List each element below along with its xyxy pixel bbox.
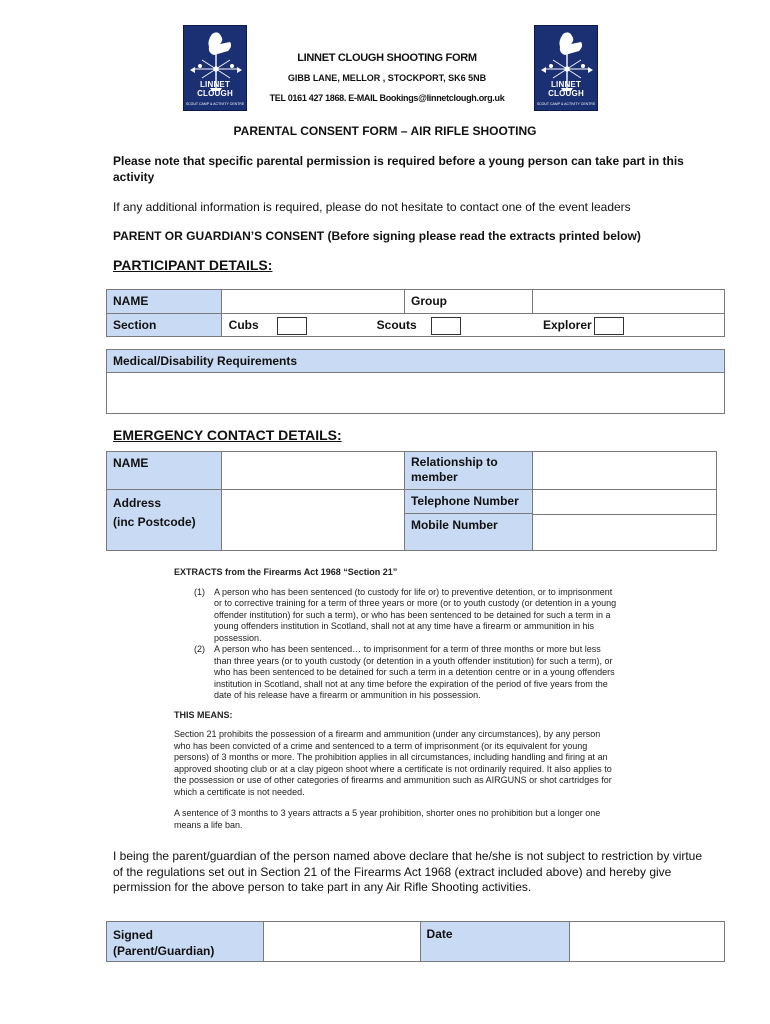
permission-notice: Please note that specific parental permission is required before a young person can take part in this activity	[113, 154, 684, 184]
firearms-act-extract	[174, 567, 619, 831]
medical-table	[106, 349, 725, 414]
declaration-text: I being the parent/guardian of the person named above declare that he/she is not subject to restriction by virtue of the regulations set out in Section 21 of the Firearms Act 1968 (extract included above) and hereby give permission for the above person to take part in any Air Rifle Shooting activities.	[113, 849, 703, 894]
logo-name: LINNET CLOUGH	[548, 80, 584, 98]
linnet-clough-logo-left	[183, 25, 247, 111]
form-name: LINNET CLOUGH SHOOTING FORM	[297, 52, 477, 64]
postcode-label: (inc Postcode)	[113, 515, 196, 529]
mobile-field[interactable]	[533, 515, 716, 550]
logo-tagline: SCOUT CAMP & ACTIVITY CENTRE	[536, 102, 596, 106]
this-means-heading: THIS MEANS:	[174, 709, 233, 720]
logo-name: LINNET CLOUGH	[197, 80, 233, 98]
parent-guardian-label: (Parent/Guardian)	[113, 944, 215, 958]
emergency-contact-heading: EMERGENCY CONTACT DETAILS:	[113, 427, 342, 443]
participant-details-heading: PARTICIPANT DETAILS:	[113, 257, 273, 273]
relationship-label: Relationship to member	[404, 452, 532, 490]
participant-table	[106, 289, 725, 337]
telephone-field[interactable]	[533, 490, 716, 515]
linnet-clough-logo-right	[534, 25, 598, 111]
emergency-name-field[interactable]	[221, 452, 404, 490]
address-field[interactable]	[221, 490, 404, 551]
emergency-name-label: NAME	[107, 452, 222, 490]
item-2-number: (2)	[194, 644, 205, 654]
page-title: PARENTAL CONSENT FORM – AIR RIFLE SHOOTING	[233, 124, 537, 138]
header-contact: TEL 0161 427 1868. E-MAIL Bookings@linnetclough.org.uk	[269, 93, 505, 103]
name-label: NAME	[107, 290, 222, 314]
extract-item-1: A person who has been sentenced (to custody for life or) to preventive detention, or to imprisonment or to corrective training for a term of three years or more (or to youth custody (or detention in a young offender institution) for such a term), or who has been sentenced to be detained for such a term in a young offenders institution in Scotland, shall not at any time have a firearm or ammunition in his possession.	[214, 586, 617, 643]
explorer-label: Explorer	[543, 318, 592, 333]
sentence-text: A sentence of 3 months to 3 years attracts a 5 year prohibition, shorter ones no prohibition but a longer one means a life ban.	[174, 808, 601, 830]
address-label: Address	[113, 496, 162, 510]
extract-heading: EXTRACTS from the Firearms Act 1968 “Section 21”	[174, 567, 398, 577]
weathervane-icon	[184, 26, 247, 111]
signature-field[interactable]	[263, 922, 420, 962]
group-field[interactable]	[532, 290, 724, 314]
logo-tagline: SCOUT CAMP & ACTIVITY CENTRE	[185, 102, 245, 106]
scouts-label: Scouts	[376, 318, 417, 333]
additional-info-text: If any additional information is required, please do not hesitate to contact one of the event leaders	[113, 200, 631, 214]
weathervane-icon	[535, 26, 598, 111]
group-label: Group	[404, 290, 532, 314]
consent-heading: PARENT OR GUARDIAN’S CONSENT (Before signing please read the extracts printed below)	[113, 229, 641, 243]
mobile-label: Mobile Number	[410, 518, 498, 532]
cubs-label: Cubs	[228, 318, 259, 333]
extract-item-2: A person who has been sentenced… to imprisonment for a term of three months or more but less than three years (or to youth custody (or detention in a youth offender institution) for such a term), or who has been sentenced to be detained for such a term in a detention centre or in a young offenders institution in Scotland, shall not at any time before the expiration of the period of five years from the date of his release have a firearm or ammunition in his possession.	[214, 644, 615, 700]
relationship-field[interactable]	[532, 452, 716, 490]
participant-name-field[interactable]	[221, 290, 404, 314]
section-label: Section	[107, 314, 222, 337]
emergency-table	[106, 451, 717, 551]
date-label: Date	[420, 922, 570, 962]
item-1-number: (1)	[194, 586, 205, 597]
signed-label: Signed	[113, 928, 154, 942]
date-field[interactable]	[570, 922, 725, 962]
this-means-text: Section 21 prohibits the possession of a firearm and ammunition (under any circumstances), by any person who has been convicted of a crime and sentenced to a term of imprisonment (or its equivalent for young persons) of 3 months or more. The prohibition applies in all circumstances, including handling and firing at an approved shooting club or at a clay pigeon shoot where a certificate is not ordinarily required. It also applies to the possession or use of other categories of firearms and ammunition such as AIRGUNS or shot cartridges for which a certificate is not needed.	[174, 729, 612, 797]
medical-label: Medical/Disability Requirements	[107, 350, 725, 373]
explorer-checkbox[interactable]	[594, 317, 624, 335]
header-address: GIBB LANE, MELLOR , STOCKPORT, SK6 5NB	[287, 73, 487, 83]
telephone-label: Telephone Number	[405, 490, 532, 514]
signature-table	[106, 921, 725, 962]
medical-requirements-field[interactable]	[107, 373, 725, 414]
scouts-checkbox[interactable]	[431, 317, 461, 335]
cubs-checkbox[interactable]	[277, 317, 307, 335]
